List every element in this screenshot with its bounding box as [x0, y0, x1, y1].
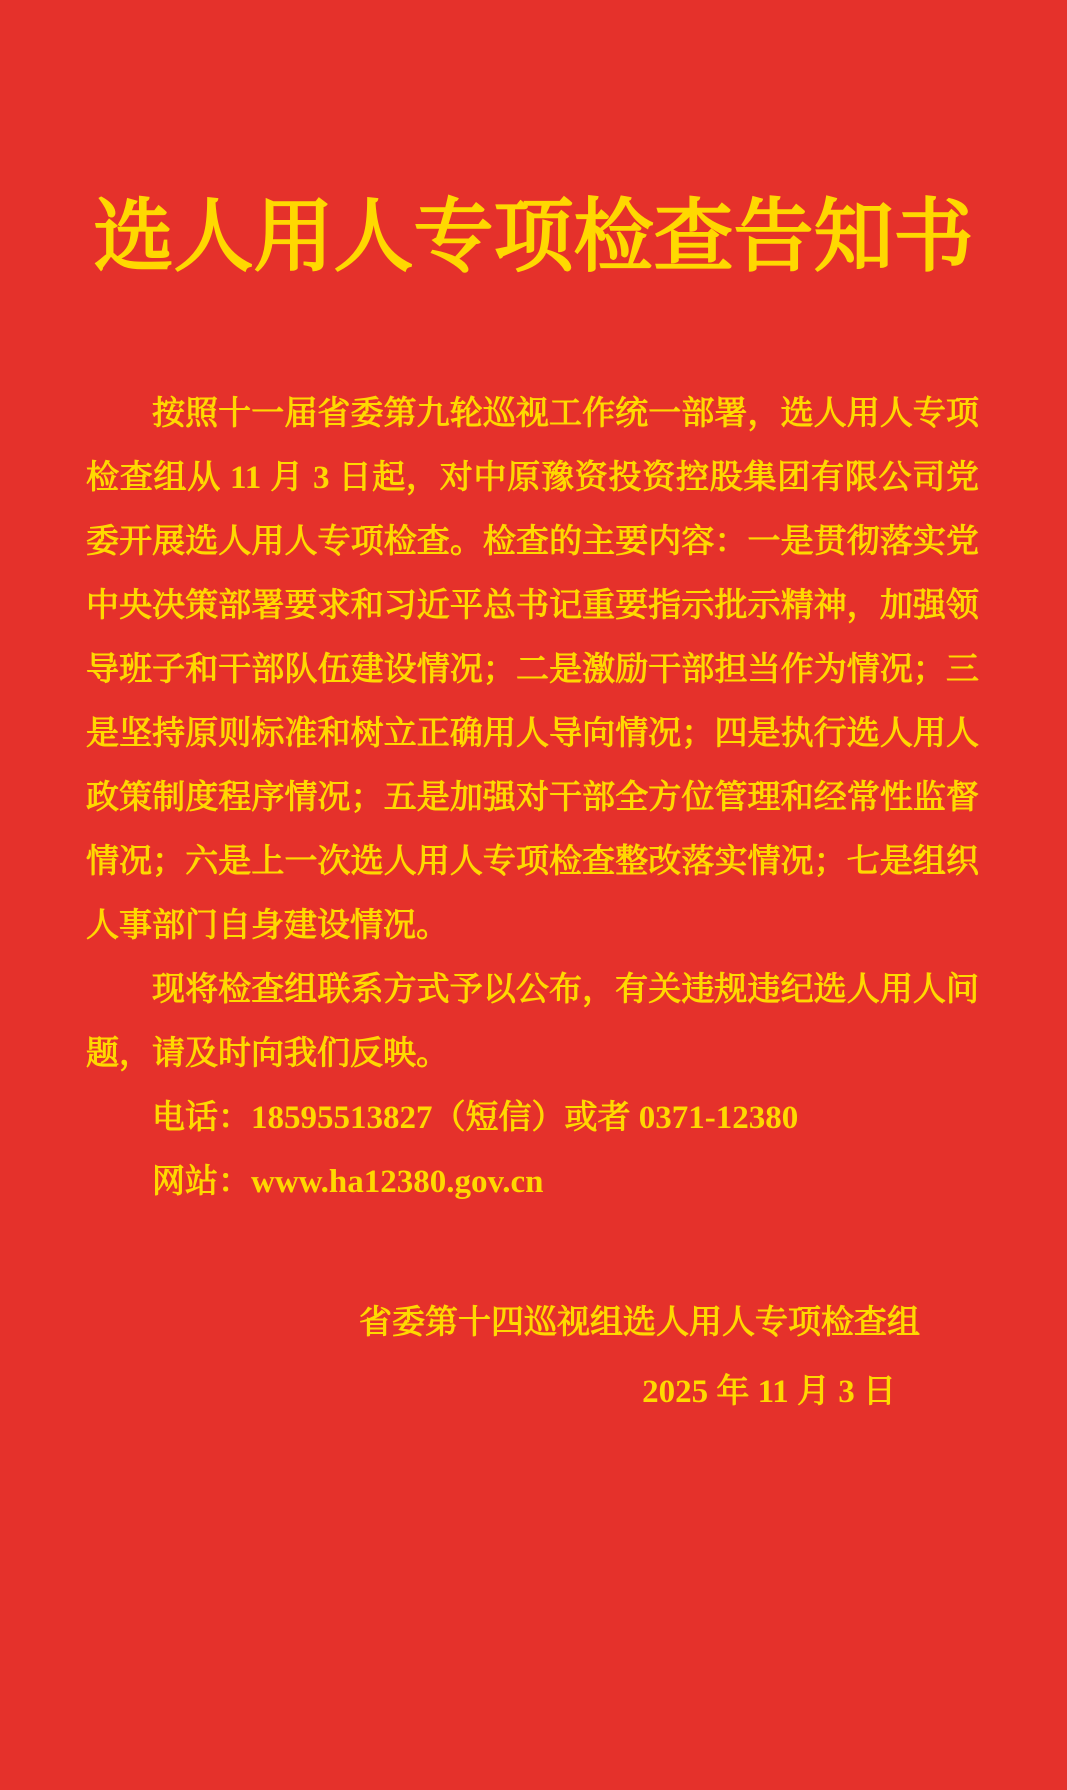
- signature-date: 2025 年 11 月 3 日: [642, 1374, 896, 1410]
- website-value: www.ha12380.gov.cn: [251, 1164, 544, 1200]
- notice-paragraph-main: 按照十一届省委第九轮巡视工作统一部署，选人用人专项检查组从 11 月 3 日起，对中原豫资投资控股集团有限公司党委开展选人用人专项检查。检查的主要内容：一是贯彻落实党中央决策部署要求和习近平总书记重要指示批示精神，加强领导班子和干部队伍建设情况；二是激励干部担当作为情况；三是坚持原则标准和树立正确用人导向情况；四是执行选人用人政策制度程序情况；五是加强对干部全方位管理和经常性监督情况；六是上一次选人用人专项检查整改落实情况；七是组织人事部门自身建设情况。: [86, 396, 979, 944]
- phone-line: [86, 1086, 979, 1150]
- notice-title: 选人用人专项检查告知书: [93, 194, 974, 282]
- website-line: [86, 1150, 979, 1214]
- phone-label: 电话：: [152, 1100, 251, 1136]
- phone-value: 18595513827（短信）或者 0371-12380: [251, 1100, 799, 1136]
- notice-page: [0, 190, 1067, 1790]
- notice-body: [86, 382, 979, 1214]
- website-label: 网站：: [152, 1164, 251, 1200]
- notice-paragraph-contact-intro: 现将检查组联系方式予以公布，有关违规违纪选人用人问题，请及时向我们反映。: [86, 972, 979, 1072]
- signature-org: 省委第十四巡视组选人用人专项检查组: [359, 1305, 920, 1341]
